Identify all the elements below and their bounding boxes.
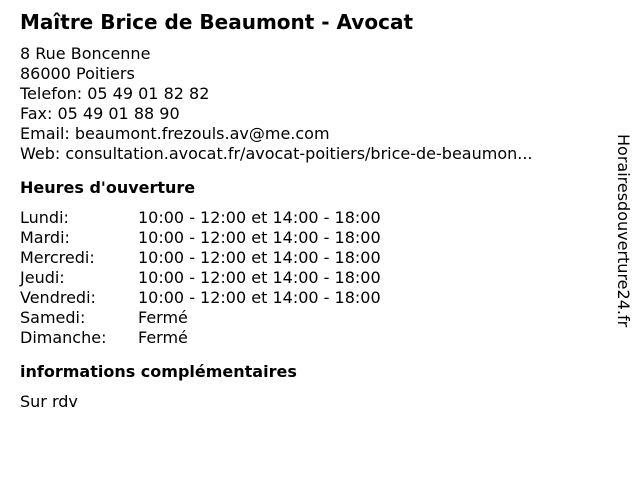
day-label: Vendredi: xyxy=(20,288,96,307)
business-title: Maître Brice de Beaumont - Avocat xyxy=(20,10,413,34)
fax-number: Fax: 05 49 01 88 90 xyxy=(20,104,180,123)
hours-row-tuesday xyxy=(20,228,600,248)
website-url: Web: consultation.avocat.fr/avocat-poitiers/brice-de-beaumon... xyxy=(20,144,533,163)
hours-row-wednesday xyxy=(20,248,600,268)
business-card xyxy=(20,10,600,412)
day-label: Lundi: xyxy=(20,208,69,227)
brand-site-name: Horairesdouverture24.fr xyxy=(614,134,633,328)
day-label: Jeudi: xyxy=(20,268,65,287)
day-hours: Fermé xyxy=(138,328,188,347)
phone-number: Telefon: 05 49 01 82 82 xyxy=(20,84,210,103)
address-city: 86000 Poitiers xyxy=(20,64,135,83)
hours-row-thursday xyxy=(20,268,600,288)
brand-watermark xyxy=(612,134,634,370)
day-label: Dimanche: xyxy=(20,328,107,347)
day-hours: 10:00 - 12:00 et 14:00 - 18:00 xyxy=(138,268,381,287)
hours-row-monday xyxy=(20,208,600,228)
day-label: Mardi: xyxy=(20,228,70,247)
email-address: Email: beaumont.frezouls.av@me.com xyxy=(20,124,330,143)
day-label: Mercredi: xyxy=(20,248,95,267)
opening-hours-heading: Heures d'ouverture xyxy=(20,178,196,197)
additional-info-text: Sur rdv xyxy=(20,392,78,411)
day-label: Samedi: xyxy=(20,308,86,327)
day-hours: Fermé xyxy=(138,308,188,327)
address-street: 8 Rue Boncenne xyxy=(20,44,151,63)
hours-row-saturday xyxy=(20,308,600,328)
day-hours: 10:00 - 12:00 et 14:00 - 18:00 xyxy=(138,208,381,227)
additional-info-heading: informations complémentaires xyxy=(20,362,297,381)
hours-row-friday xyxy=(20,288,600,308)
day-hours: 10:00 - 12:00 et 14:00 - 18:00 xyxy=(138,248,381,267)
hours-row-sunday xyxy=(20,328,600,348)
day-hours: 10:00 - 12:00 et 14:00 - 18:00 xyxy=(138,288,381,307)
opening-hours-list xyxy=(20,208,600,348)
day-hours: 10:00 - 12:00 et 14:00 - 18:00 xyxy=(138,228,381,247)
